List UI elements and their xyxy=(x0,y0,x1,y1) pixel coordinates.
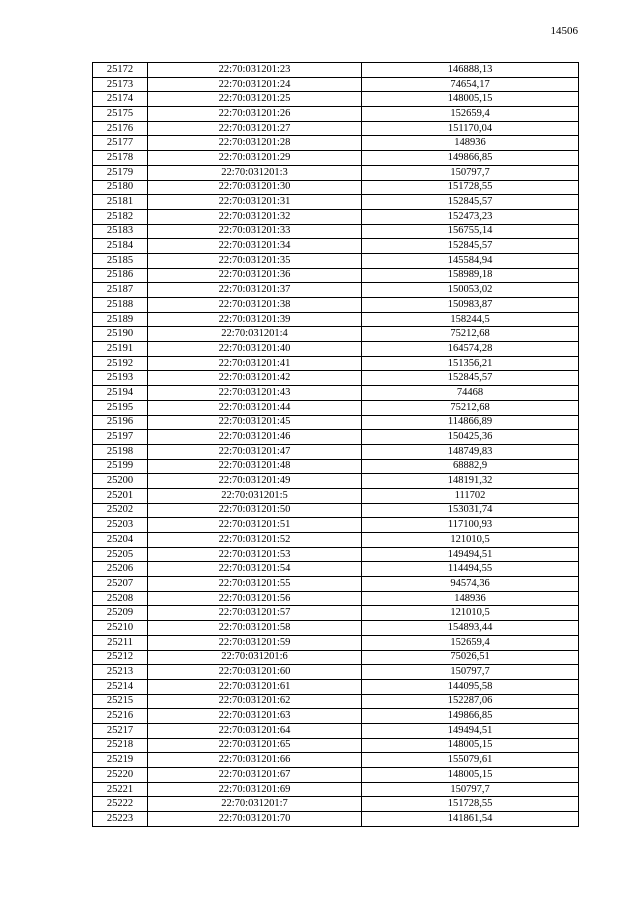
cadastral-number-cell: 22:70:031201:69 xyxy=(148,782,362,797)
table-row xyxy=(93,577,579,592)
row-number-cell: 25185 xyxy=(93,253,148,268)
cadastral-value-cell: 156755,14 xyxy=(362,224,579,239)
row-number-cell: 25192 xyxy=(93,356,148,371)
table-row xyxy=(93,503,579,518)
cadastral-number-cell: 22:70:031201:43 xyxy=(148,386,362,401)
cadastral-number-cell: 22:70:031201:44 xyxy=(148,400,362,415)
cadastral-number-cell: 22:70:031201:63 xyxy=(148,709,362,724)
table-row xyxy=(93,665,579,680)
table-row xyxy=(93,518,579,533)
cadastral-number-cell: 22:70:031201:61 xyxy=(148,679,362,694)
cadastral-number-cell: 22:70:031201:58 xyxy=(148,621,362,636)
cadastral-value-cell: 149494,51 xyxy=(362,547,579,562)
table-row xyxy=(93,709,579,724)
row-number-cell: 25211 xyxy=(93,635,148,650)
table-row xyxy=(93,488,579,503)
table-row xyxy=(93,180,579,195)
table-row xyxy=(93,195,579,210)
row-number-cell: 25176 xyxy=(93,121,148,136)
table-row xyxy=(93,635,579,650)
cadastral-value-cell: 151728,55 xyxy=(362,180,579,195)
cadastral-value-cell: 158244,5 xyxy=(362,312,579,327)
cadastral-value-cell: 94574,36 xyxy=(362,577,579,592)
row-number-cell: 25172 xyxy=(93,63,148,78)
table-row xyxy=(93,797,579,812)
cadastral-value-cell: 121010,5 xyxy=(362,606,579,621)
table-row xyxy=(93,547,579,562)
table-row xyxy=(93,400,579,415)
cadastral-value-cell: 74468 xyxy=(362,386,579,401)
cadastral-number-cell: 22:70:031201:36 xyxy=(148,268,362,283)
row-number-cell: 25195 xyxy=(93,400,148,415)
cadastral-number-cell: 22:70:031201:33 xyxy=(148,224,362,239)
cadastral-value-cell: 152845,57 xyxy=(362,195,579,210)
cadastral-value-cell: 114866,89 xyxy=(362,415,579,430)
cadastral-value-cell: 148191,32 xyxy=(362,474,579,489)
row-number-cell: 25173 xyxy=(93,77,148,92)
row-number-cell: 25221 xyxy=(93,782,148,797)
table-row xyxy=(93,356,579,371)
cadastral-value-cell: 145584,94 xyxy=(362,253,579,268)
row-number-cell: 25174 xyxy=(93,92,148,107)
table-row xyxy=(93,283,579,298)
table-row xyxy=(93,782,579,797)
cadastral-value-cell: 68882,9 xyxy=(362,459,579,474)
table-row xyxy=(93,63,579,78)
table-row xyxy=(93,533,579,548)
cadastral-number-cell: 22:70:031201:42 xyxy=(148,371,362,386)
cadastral-value-cell: 75212,68 xyxy=(362,327,579,342)
cadastral-number-cell: 22:70:031201:26 xyxy=(148,107,362,122)
cadastral-number-cell: 22:70:031201:37 xyxy=(148,283,362,298)
cadastral-value-cell: 148936 xyxy=(362,591,579,606)
row-number-cell: 25187 xyxy=(93,283,148,298)
row-number-cell: 25220 xyxy=(93,768,148,783)
row-number-cell: 25199 xyxy=(93,459,148,474)
row-number-cell: 25222 xyxy=(93,797,148,812)
cadastral-number-cell: 22:70:031201:70 xyxy=(148,812,362,827)
cadastral-number-cell: 22:70:031201:41 xyxy=(148,356,362,371)
cadastral-value-cell: 148936 xyxy=(362,136,579,151)
cadastral-value-cell: 153031,74 xyxy=(362,503,579,518)
cadastral-value-cell: 117100,93 xyxy=(362,518,579,533)
table-row xyxy=(93,224,579,239)
cadastral-number-cell: 22:70:031201:6 xyxy=(148,650,362,665)
cadastral-number-cell: 22:70:031201:53 xyxy=(148,547,362,562)
cadastral-value-cell: 150797,7 xyxy=(362,665,579,680)
table-row xyxy=(93,268,579,283)
table-row xyxy=(93,253,579,268)
table-row xyxy=(93,165,579,180)
row-number-cell: 25216 xyxy=(93,709,148,724)
table-row xyxy=(93,459,579,474)
cadastral-number-cell: 22:70:031201:57 xyxy=(148,606,362,621)
cadastral-number-cell: 22:70:031201:47 xyxy=(148,444,362,459)
cadastral-number-cell: 22:70:031201:52 xyxy=(148,533,362,548)
cadastral-value-cell: 158989,18 xyxy=(362,268,579,283)
table-row xyxy=(93,121,579,136)
cadastral-value-cell: 152473,23 xyxy=(362,209,579,224)
row-number-cell: 25205 xyxy=(93,547,148,562)
cadastral-number-cell: 22:70:031201:5 xyxy=(148,488,362,503)
cadastral-value-cell: 148005,15 xyxy=(362,738,579,753)
cadastral-number-cell: 22:70:031201:67 xyxy=(148,768,362,783)
row-number-cell: 25184 xyxy=(93,239,148,254)
cadastral-value-cell: 148749,83 xyxy=(362,444,579,459)
row-number-cell: 25208 xyxy=(93,591,148,606)
table-row xyxy=(93,239,579,254)
cadastral-number-cell: 22:70:031201:54 xyxy=(148,562,362,577)
table-row xyxy=(93,474,579,489)
cadastral-number-cell: 22:70:031201:40 xyxy=(148,342,362,357)
cadastral-value-table xyxy=(92,62,579,827)
table-row xyxy=(93,430,579,445)
cadastral-value-cell: 144095,58 xyxy=(362,679,579,694)
table-row xyxy=(93,386,579,401)
table-row xyxy=(93,723,579,738)
row-number-cell: 25196 xyxy=(93,415,148,430)
cadastral-number-cell: 22:70:031201:56 xyxy=(148,591,362,606)
row-number-cell: 25186 xyxy=(93,268,148,283)
cadastral-number-cell: 22:70:031201:51 xyxy=(148,518,362,533)
cadastral-number-cell: 22:70:031201:48 xyxy=(148,459,362,474)
cadastral-number-cell: 22:70:031201:30 xyxy=(148,180,362,195)
table-row xyxy=(93,679,579,694)
cadastral-value-cell: 146888,13 xyxy=(362,63,579,78)
row-number-cell: 25178 xyxy=(93,151,148,166)
table-row xyxy=(93,136,579,151)
row-number-cell: 25212 xyxy=(93,650,148,665)
table-row xyxy=(93,327,579,342)
cadastral-value-cell: 149866,85 xyxy=(362,151,579,166)
cadastral-value-cell: 148005,15 xyxy=(362,92,579,107)
row-number-cell: 25190 xyxy=(93,327,148,342)
table-row xyxy=(93,77,579,92)
table-body xyxy=(93,63,579,827)
row-number-cell: 25188 xyxy=(93,298,148,313)
row-number-cell: 25219 xyxy=(93,753,148,768)
row-number-cell: 25218 xyxy=(93,738,148,753)
row-number-cell: 25180 xyxy=(93,180,148,195)
table-row xyxy=(93,812,579,827)
table-row xyxy=(93,151,579,166)
cadastral-value-cell: 152659,4 xyxy=(362,635,579,650)
cadastral-value-cell: 75026,51 xyxy=(362,650,579,665)
row-number-cell: 25200 xyxy=(93,474,148,489)
cadastral-value-cell: 151728,55 xyxy=(362,797,579,812)
table-row xyxy=(93,107,579,122)
row-number-cell: 25223 xyxy=(93,812,148,827)
table-row xyxy=(93,298,579,313)
table-row xyxy=(93,694,579,709)
cadastral-value-cell: 152845,57 xyxy=(362,239,579,254)
cadastral-number-cell: 22:70:031201:35 xyxy=(148,253,362,268)
cadastral-value-cell: 150797,7 xyxy=(362,782,579,797)
cadastral-value-cell: 154893,44 xyxy=(362,621,579,636)
cadastral-value-cell: 152287,06 xyxy=(362,694,579,709)
cadastral-value-cell: 149866,85 xyxy=(362,709,579,724)
row-number-cell: 25182 xyxy=(93,209,148,224)
row-number-cell: 25193 xyxy=(93,371,148,386)
cadastral-number-cell: 22:70:031201:4 xyxy=(148,327,362,342)
table-row xyxy=(93,371,579,386)
cadastral-value-cell: 164574,28 xyxy=(362,342,579,357)
cadastral-number-cell: 22:70:031201:60 xyxy=(148,665,362,680)
row-number-cell: 25202 xyxy=(93,503,148,518)
cadastral-number-cell: 22:70:031201:31 xyxy=(148,195,362,210)
row-number-cell: 25191 xyxy=(93,342,148,357)
table-row xyxy=(93,591,579,606)
row-number-cell: 25217 xyxy=(93,723,148,738)
row-number-cell: 25179 xyxy=(93,165,148,180)
cadastral-value-cell: 150053,02 xyxy=(362,283,579,298)
cadastral-value-cell: 150425,36 xyxy=(362,430,579,445)
cadastral-value-cell: 151170,04 xyxy=(362,121,579,136)
row-number-cell: 25183 xyxy=(93,224,148,239)
cadastral-number-cell: 22:70:031201:65 xyxy=(148,738,362,753)
cadastral-value-cell: 149494,51 xyxy=(362,723,579,738)
cadastral-value-cell: 114494,55 xyxy=(362,562,579,577)
cadastral-value-cell: 150983,87 xyxy=(362,298,579,313)
row-number-cell: 25197 xyxy=(93,430,148,445)
cadastral-number-cell: 22:70:031201:50 xyxy=(148,503,362,518)
row-number-cell: 25177 xyxy=(93,136,148,151)
cadastral-number-cell: 22:70:031201:64 xyxy=(148,723,362,738)
row-number-cell: 25207 xyxy=(93,577,148,592)
cadastral-value-cell: 75212,68 xyxy=(362,400,579,415)
cadastral-number-cell: 22:70:031201:38 xyxy=(148,298,362,313)
cadastral-number-cell: 22:70:031201:24 xyxy=(148,77,362,92)
cadastral-number-cell: 22:70:031201:39 xyxy=(148,312,362,327)
cadastral-value-cell: 74654,17 xyxy=(362,77,579,92)
row-number-cell: 25201 xyxy=(93,488,148,503)
cadastral-number-cell: 22:70:031201:25 xyxy=(148,92,362,107)
row-number-cell: 25209 xyxy=(93,606,148,621)
cadastral-number-cell: 22:70:031201:49 xyxy=(148,474,362,489)
cadastral-number-cell: 22:70:031201:55 xyxy=(148,577,362,592)
table-row xyxy=(93,650,579,665)
cadastral-value-cell: 150797,7 xyxy=(362,165,579,180)
cadastral-number-cell: 22:70:031201:45 xyxy=(148,415,362,430)
cadastral-number-cell: 22:70:031201:29 xyxy=(148,151,362,166)
table-row xyxy=(93,753,579,768)
table-row xyxy=(93,738,579,753)
table-row xyxy=(93,768,579,783)
row-number-cell: 25198 xyxy=(93,444,148,459)
cadastral-number-cell: 22:70:031201:62 xyxy=(148,694,362,709)
table-row xyxy=(93,312,579,327)
table-row xyxy=(93,415,579,430)
cadastral-value-cell: 151356,21 xyxy=(362,356,579,371)
page-number: 14506 xyxy=(550,25,578,37)
row-number-cell: 25204 xyxy=(93,533,148,548)
cadastral-number-cell: 22:70:031201:7 xyxy=(148,797,362,812)
cadastral-number-cell: 22:70:031201:3 xyxy=(148,165,362,180)
row-number-cell: 25206 xyxy=(93,562,148,577)
cadastral-number-cell: 22:70:031201:46 xyxy=(148,430,362,445)
cadastral-value-cell: 148005,15 xyxy=(362,768,579,783)
cadastral-value-cell: 152659,4 xyxy=(362,107,579,122)
cadastral-number-cell: 22:70:031201:32 xyxy=(148,209,362,224)
row-number-cell: 25189 xyxy=(93,312,148,327)
cadastral-number-cell: 22:70:031201:23 xyxy=(148,63,362,78)
row-number-cell: 25210 xyxy=(93,621,148,636)
row-number-cell: 25181 xyxy=(93,195,148,210)
table-row xyxy=(93,606,579,621)
table-row xyxy=(93,209,579,224)
table-row xyxy=(93,342,579,357)
table-row xyxy=(93,92,579,107)
cadastral-number-cell: 22:70:031201:59 xyxy=(148,635,362,650)
cadastral-value-cell: 152845,57 xyxy=(362,371,579,386)
row-number-cell: 25215 xyxy=(93,694,148,709)
cadastral-value-cell: 111702 xyxy=(362,488,579,503)
cadastral-value-cell: 155079,61 xyxy=(362,753,579,768)
table-row xyxy=(93,562,579,577)
row-number-cell: 25194 xyxy=(93,386,148,401)
cadastral-number-cell: 22:70:031201:28 xyxy=(148,136,362,151)
cadastral-value-cell: 121010,5 xyxy=(362,533,579,548)
row-number-cell: 25213 xyxy=(93,665,148,680)
row-number-cell: 25175 xyxy=(93,107,148,122)
cadastral-number-cell: 22:70:031201:66 xyxy=(148,753,362,768)
table-row xyxy=(93,444,579,459)
cadastral-value-cell: 141861,54 xyxy=(362,812,579,827)
cadastral-number-cell: 22:70:031201:27 xyxy=(148,121,362,136)
row-number-cell: 25203 xyxy=(93,518,148,533)
cadastral-number-cell: 22:70:031201:34 xyxy=(148,239,362,254)
table-row xyxy=(93,621,579,636)
row-number-cell: 25214 xyxy=(93,679,148,694)
